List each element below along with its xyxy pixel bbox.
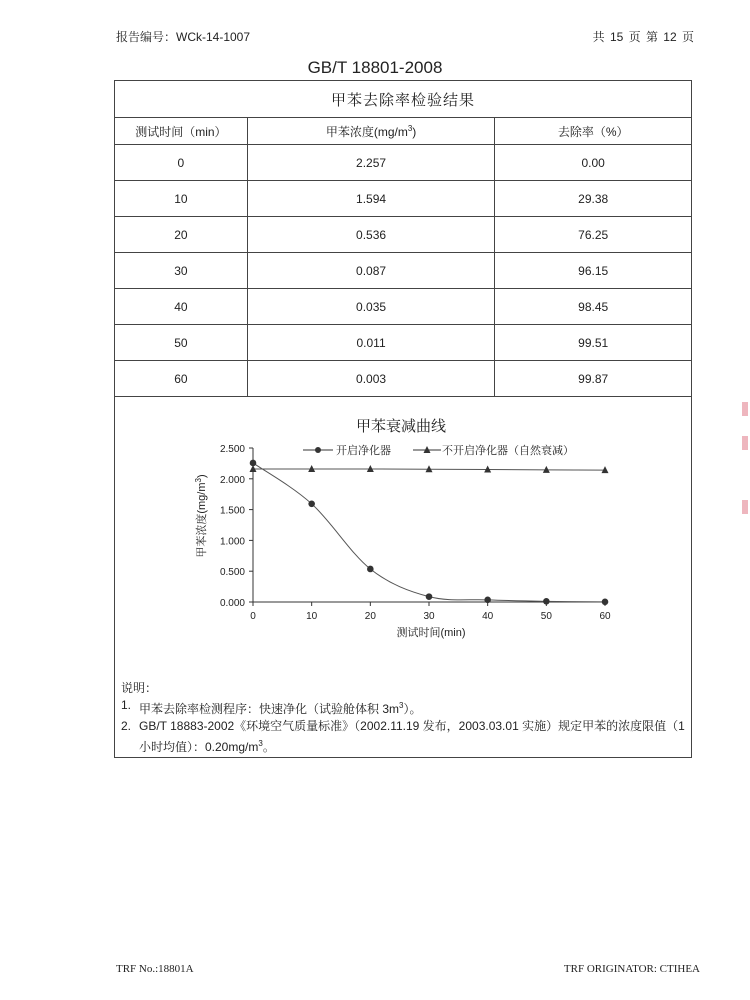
- trf-originator: TRF ORIGINATOR: CTIHEA: [563, 963, 700, 975]
- cell-removal: 99.51: [495, 325, 692, 361]
- edge-seal-mark: [742, 500, 748, 514]
- data-point-purifier-on: [367, 566, 374, 573]
- y-tick-label: 0.500: [219, 567, 245, 579]
- x-tick-label: 40: [482, 611, 494, 622]
- data-point-purifier-on: [543, 598, 550, 605]
- table-row: [115, 145, 692, 181]
- edge-seal-mark: [742, 436, 748, 450]
- legend-label-purifier-off: 不开启净化器（自然衰减）: [442, 445, 574, 457]
- table-row: [115, 325, 692, 361]
- cell-time: 0: [115, 145, 248, 181]
- report-number: 报告编号：WCk-14-1007: [116, 30, 251, 44]
- cell-removal: 98.45: [495, 289, 692, 325]
- table-row: [115, 253, 692, 289]
- standard-title: GB/T 18801-2008: [307, 58, 443, 77]
- y-tick-label: 1.500: [219, 505, 245, 517]
- table-row: [115, 361, 692, 397]
- chart-title: 甲苯衰减曲线: [355, 418, 447, 435]
- cell-time: 30: [115, 253, 248, 289]
- y-tick-label: 0.000: [219, 598, 245, 609]
- cell-time: 40: [115, 289, 248, 325]
- data-point-purifier-on: [426, 593, 433, 600]
- y-axis-label: 甲苯浓度$(mg/m^3)$: [194, 474, 208, 558]
- cell-time: 60: [115, 361, 248, 397]
- x-tick-label: 0: [250, 611, 256, 622]
- cell-removal: 29.38: [495, 181, 692, 217]
- results-table: [114, 80, 692, 397]
- cell-time: 20: [115, 217, 248, 253]
- note-item: 1. 甲苯去除率检测程序：快速净化（试验舱体积 $3m^3$）。: [121, 698, 422, 716]
- data-point-purifier-on: [602, 599, 609, 606]
- table-row: [115, 289, 692, 325]
- cell-concentration: 0.035: [247, 289, 495, 325]
- data-point-purifier-on: [484, 597, 491, 604]
- x-tick-label: 30: [423, 611, 435, 622]
- table-row: [115, 217, 692, 253]
- x-tick-label: 60: [599, 611, 611, 622]
- y-tick-label: 2.500: [219, 444, 245, 455]
- cell-concentration: 0.087: [247, 253, 495, 289]
- notes-title: 说明：: [121, 681, 158, 695]
- cell-time: 10: [115, 181, 248, 217]
- y-tick-label: 1.000: [219, 536, 245, 548]
- page-indicator: 共 15 页 第 12 页: [592, 30, 694, 44]
- table-caption: 甲苯去除率检验结果: [115, 81, 692, 118]
- x-axis-label: 测试时间(min): [396, 627, 466, 639]
- x-tick-label: 20: [364, 611, 376, 622]
- x-tick-label: 10: [306, 611, 318, 622]
- cell-removal: 99.87: [495, 361, 692, 397]
- decay-chart: [115, 398, 691, 668]
- chart-legend: [303, 443, 574, 457]
- y-tick-label: 2.000: [219, 474, 245, 486]
- cell-removal: 0.00: [495, 145, 692, 181]
- cell-time: 50: [115, 325, 248, 361]
- x-tick-label: 50: [540, 611, 552, 622]
- cell-concentration: 0.536: [247, 217, 495, 253]
- header-removal: 去除率（%）: [495, 118, 692, 145]
- note-item: 2. GB/T 18883-2002《环境空气质量标准》（2002.11.19 发布，2003.03.01 实施）规定甲苯的浓度限值（1 小时均值）：$0.20mg/m^3$。: [121, 719, 685, 754]
- legend-label-purifier-on: 开启净化器: [336, 445, 391, 457]
- cell-removal: 76.25: [495, 217, 692, 253]
- header-time: 测试时间（min）: [115, 118, 248, 145]
- note-number: 1.: [121, 698, 132, 712]
- cell-concentration: 0.011: [247, 325, 495, 361]
- notes-section: [121, 680, 691, 756]
- data-point-purifier-on: [308, 501, 315, 508]
- series-line-purifier-on: [253, 463, 605, 602]
- trf-number: TRF No.:18801A: [116, 963, 194, 975]
- cell-concentration: 1.594: [247, 181, 495, 217]
- header-concentration: 甲苯浓度$(mg/m^3)$: [247, 118, 495, 145]
- note-number: 2.: [121, 719, 132, 733]
- legend-circle-marker: [315, 447, 321, 453]
- cell-concentration: 0.003: [247, 361, 495, 397]
- table-row: [115, 181, 692, 217]
- edge-seal-mark: [742, 402, 748, 416]
- cell-removal: 96.15: [495, 253, 692, 289]
- cell-concentration: 2.257: [247, 145, 495, 181]
